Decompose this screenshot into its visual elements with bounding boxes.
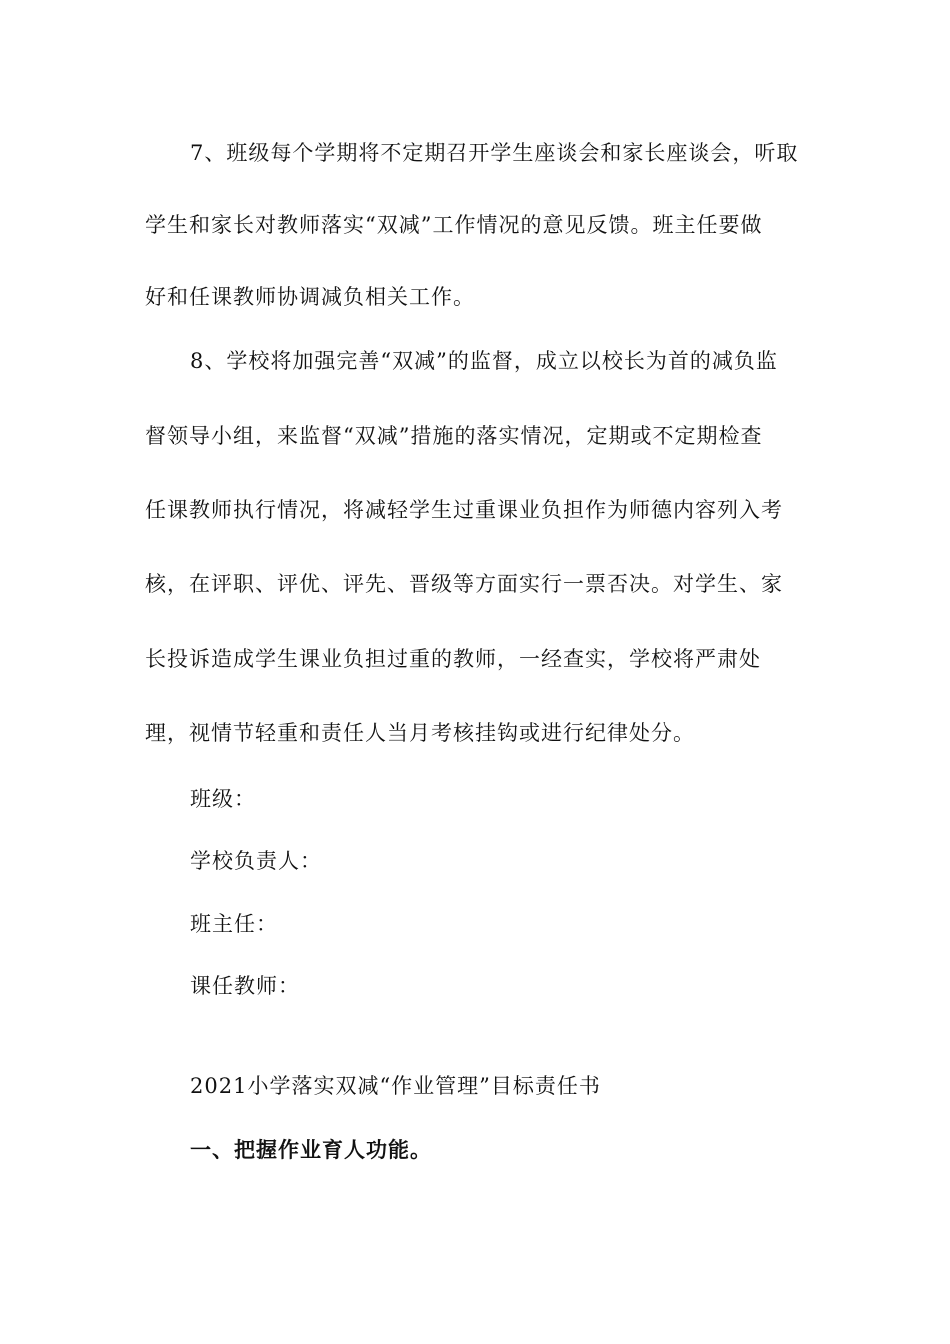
school-head-label: 学校负责人： — [190, 849, 322, 873]
paragraph-8-line-1: 8、学校将加强完善“双减”的监督，成立以校长为首的减负监 — [190, 349, 778, 373]
paragraph-8-line-4: 核，在评职、评优、评先、晋级等方面实行一票否决。对学生、家 — [145, 572, 783, 596]
paragraph-8-line-2: 督领导小组，来监督“双减”措施的落实情况，定期或不定期检查 — [145, 424, 763, 448]
class-label: 班级： — [190, 787, 256, 811]
paragraph-7-line-2: 学生和家长对教师落实“双减”工作情况的意见反馈。班主任要做 — [145, 213, 763, 237]
paragraph-8-line-6: 理，视情节轻重和责任人当月考核挂钩或进行纪律处分。 — [145, 721, 695, 745]
head-teacher-label: 班主任： — [190, 912, 278, 936]
paragraph-7-line-3: 好和任课教师协调减负相关工作。 — [145, 285, 475, 309]
section-heading-1: 一、把握作业育人功能。 — [190, 1137, 432, 1162]
section-title: 2021小学落实双减“作业管理”目标责任书 — [190, 1074, 601, 1098]
subject-teacher-label: 课任教师： — [190, 974, 300, 998]
paragraph-8-line-3: 任课教师执行情况，将减轻学生过重课业负担作为师德内容列入考 — [145, 498, 783, 522]
paragraph-8-line-5: 长投诉造成学生课业负担过重的教师，一经查实，学校将严肃处 — [145, 647, 761, 671]
paragraph-7-line-1: 7、班级每个学期将不定期召开学生座谈会和家长座谈会，听取 — [190, 141, 799, 165]
